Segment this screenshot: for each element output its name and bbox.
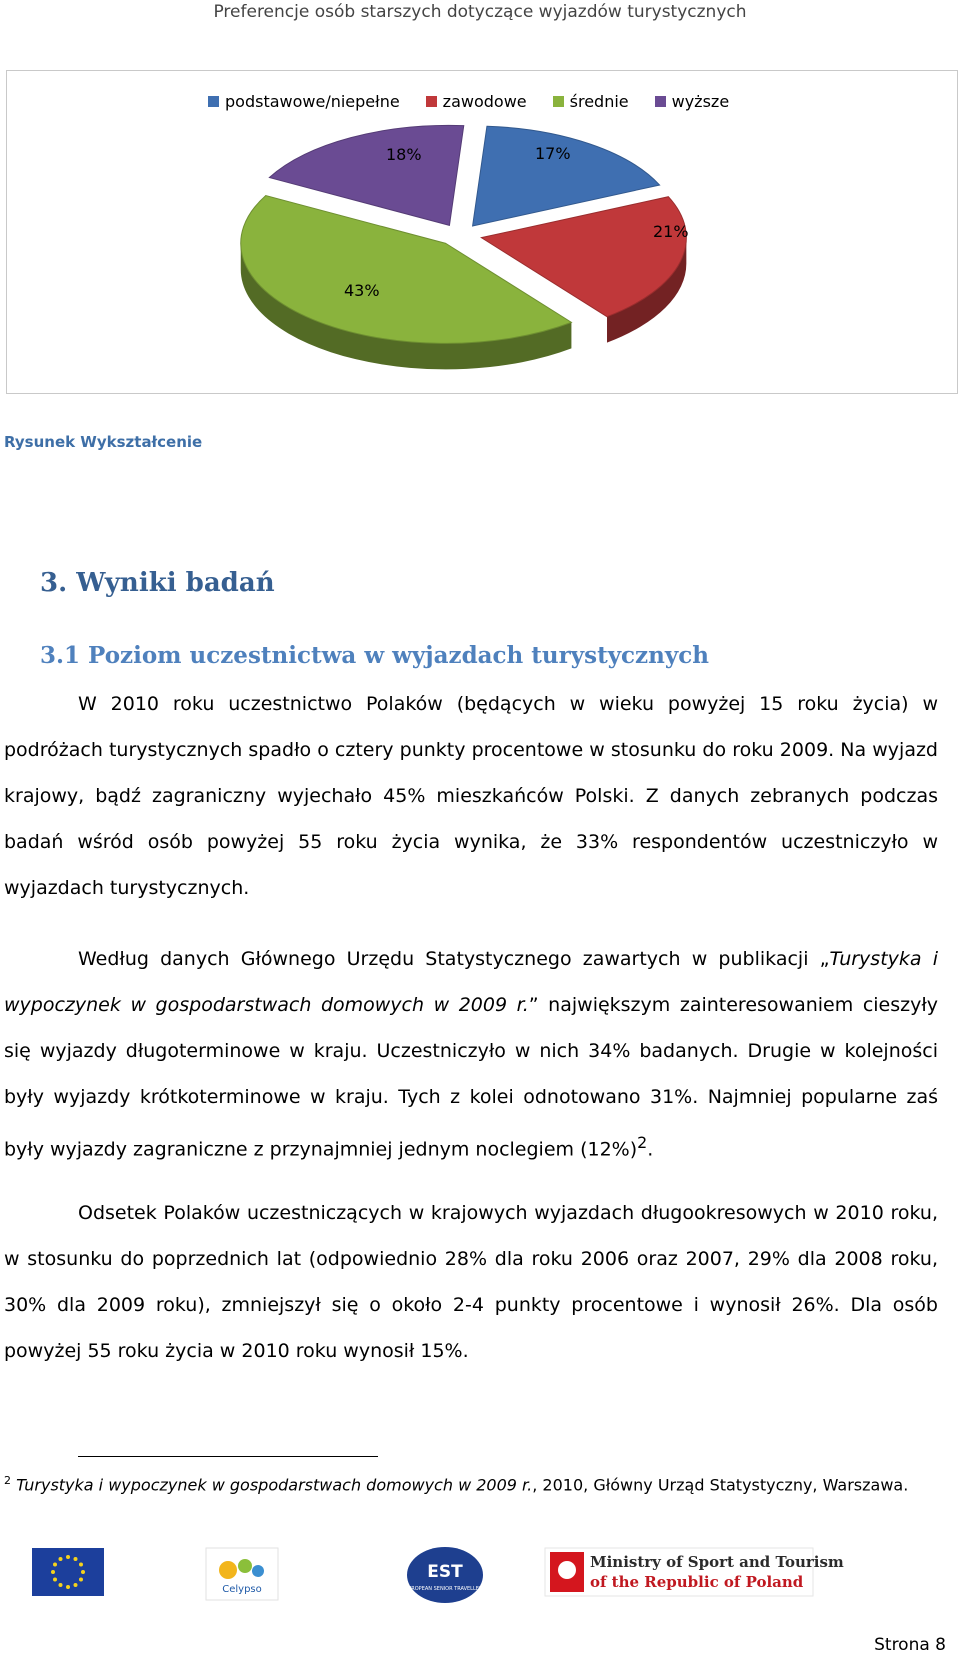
figure-caption: Rysunek Wykształcenie [4,433,203,451]
eu-star [81,1570,85,1574]
subsection-heading: 3.1 Poziom uczestnictwa w wyjazdach turystycznych [40,642,709,669]
eu-star [74,1557,78,1561]
paragraph-3 [4,1190,938,1374]
eu-star [79,1563,83,1567]
legend-label: podstawowe/niepełne [225,92,400,111]
footnote-title: Turystyka i wypoczynek w gospodarstwach domowych w 2009 r. [16,1475,533,1495]
pie-label-zawodowe: 21% [653,222,689,241]
pie-label-wyzsze: 18% [386,145,422,164]
eu-star [66,1585,70,1589]
eu-star [74,1583,78,1587]
eu-star [79,1578,83,1582]
celypso-logo [206,1548,278,1600]
eu-star [59,1557,63,1561]
section-heading: 3. Wyniki badań [40,568,275,598]
est-logo [404,1547,485,1603]
eu-flag-icon [32,1548,104,1596]
pie-label-srednie: 43% [344,281,380,300]
paragraph-2-text [4,936,938,1172]
paragraph-1-text: W 2010 roku uczestnictwo Polaków (będących w wieku powyżej 15 roku życia) w podróżach turystycznych spadło o cztery punkty procentowe w stosunku do roku 2009. Na wyjazd krajowy, bądź zagraniczny wyjechało 45% mieszkańców Polski. Z danych zebranych podczas badań wśród osób powyżej 55 roku życia wynika, że 33% respondentów uczestniczyło w wyjazdach turystycznych. [4,693,938,899]
page-number: Strona 8 [874,1635,946,1655]
paragraph-1 [4,681,938,911]
ministry-text-2: of the Republic of Poland [590,1573,804,1591]
eagle-icon [558,1561,576,1579]
eu-star [53,1563,57,1567]
pie-label-podstawowe: 17% [535,144,571,163]
partner-logos [0,1540,960,1630]
eu-star [53,1578,57,1582]
paragraph-2-part: Według danych Głównego Urzędu Statystycznego zawartych w publikacji „ [78,948,830,970]
eu-star [51,1570,55,1574]
footnote-separator [78,1456,378,1457]
publication-title: Turystyka i wypoczynek w gospodarstwach domowych w 2009 r. [4,948,938,1016]
footnote-number: 2 [4,1474,11,1487]
celypso-text: Celypso [222,1584,262,1595]
eu-star [59,1583,63,1587]
pie-chart [0,0,960,420]
legend-label: wyższe [671,92,730,111]
footnote-rest: , 2010, Główny Urząd Statystyczny, Warszawa. [532,1475,909,1495]
eu-star [66,1555,70,1559]
paragraph-2 [4,936,938,1172]
footnote [4,1468,938,1498]
page-header: Preferencje osób starszych dotyczące wyjazdów turystycznych [213,2,747,22]
ministry-logo [545,1548,844,1596]
logos-svg [0,1540,960,1630]
ministry-text-1: Ministry of Sport and Tourism [590,1553,844,1571]
est-text: EST [427,1562,463,1582]
paragraph-3-text: Odsetek Polaków uczestniczących w krajowych wyjazdach długookresowych w 2010 roku, w stosunku do poprzednich lat (odpowiednio 28% dla roku 2006 oraz 2007, 29% dla 2008 roku, 30% dla 2009 roku), zmniejszył się o około 2-4 punkty procentowe i wynosił 26%. Dla osób powyżej 55 roku życia w 2010 roku wynosił 15%. [4,1202,938,1362]
paragraph-2-part: . [647,1138,654,1161]
footnote-ref: 2 [637,1133,648,1152]
paragraph-2-part: ” największym zainteresowaniem cieszyły się wyjazdy długoterminowe w kraju. Uczestniczyło w nich 34% badanych. Drugie w kolejności były wyjazdy krótkoterminowe w kraju. Tych z kolei odnotowano 31%. Najmniej popularne zaś były wyjazdy zagraniczne z przynajmniej jednym noclegiem (12%) [4,994,938,1161]
legend-label: zawodowe [442,92,527,111]
est-subtext: EUROPEAN SENIOR TRAVELLERS [404,1586,486,1592]
legend-label: średnie [569,92,629,111]
